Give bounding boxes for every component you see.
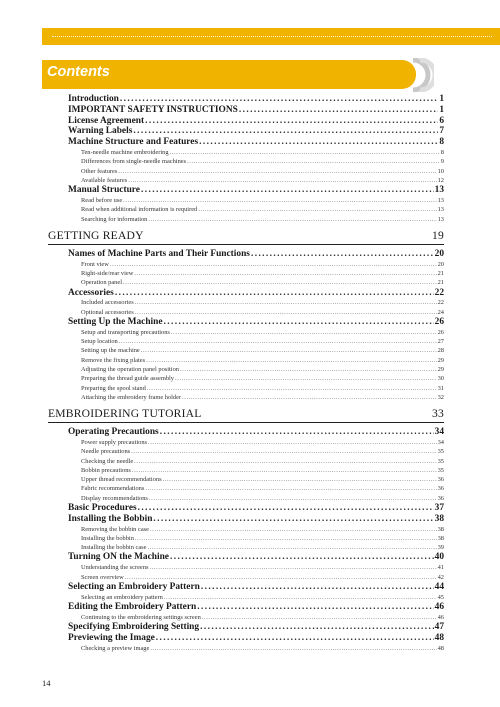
toc-subentry[interactable]	[48, 205, 444, 214]
toc-entry[interactable]	[48, 249, 444, 260]
toc-leader-dots	[197, 602, 433, 613]
toc-leader-dots	[164, 593, 437, 602]
toc-entry[interactable]	[48, 137, 444, 148]
toc-label: Previewing the Image	[68, 632, 155, 643]
toc-subentry[interactable]	[48, 563, 444, 572]
toc-leader-dots	[145, 484, 436, 493]
toc-subentry[interactable]	[48, 447, 444, 456]
toc-subentry[interactable]	[48, 593, 444, 602]
toc-subentry[interactable]	[48, 260, 444, 269]
toc-entry[interactable]	[48, 116, 444, 127]
toc-subentry[interactable]	[48, 384, 444, 393]
toc-section-heading[interactable]	[48, 228, 444, 245]
toc-subentry[interactable]	[48, 644, 444, 653]
toc-subentry[interactable]	[48, 278, 444, 287]
toc-label: Display recommendations	[81, 494, 148, 502]
toc-label: Machine Structure and Features	[68, 137, 199, 148]
toc-subentry[interactable]	[48, 484, 444, 493]
toc-page-number: 20	[434, 248, 444, 259]
toc-entry[interactable]	[48, 94, 444, 105]
toc-leader-dots	[120, 94, 438, 105]
toc-page-number: 1	[439, 94, 444, 104]
toc-label: Differences from single-needle machines	[81, 158, 187, 166]
toc-leader-dots	[110, 260, 437, 269]
toc-label: Checking the needle	[81, 457, 134, 465]
toc-label: Attaching the embroidery frame holder	[81, 393, 182, 401]
toc-page-number: 22	[434, 287, 444, 298]
toc-label: Fabric recommendations	[81, 485, 145, 493]
toc-page-number: 8	[439, 137, 444, 148]
toc-label: Installing the bobbin	[81, 534, 134, 542]
toc-leader-dots	[171, 328, 437, 337]
toc-page-number: 46	[434, 601, 444, 612]
toc-page-number: 36	[437, 476, 444, 484]
toc-label: Setup and transporting precautions	[81, 328, 170, 336]
toc-label: Bobbin precautions	[81, 466, 131, 474]
toc-label: Included accessories	[81, 299, 134, 307]
toc-label: Introduction	[68, 94, 119, 104]
toc-page-number: 20	[437, 260, 444, 268]
toc-page-number: 26	[437, 328, 444, 336]
toc-subentry[interactable]	[48, 613, 444, 622]
toc-label: Front view	[81, 260, 109, 268]
toc-leader-dots	[141, 346, 437, 355]
toc-label: Continuing to the embroidering settings screen	[81, 613, 201, 621]
toc-label: Specifying Embroidering Setting	[68, 622, 200, 633]
toc-subentry[interactable]	[48, 475, 444, 484]
toc-label: Turning ON the Machine	[68, 552, 169, 563]
toc-subentry[interactable]	[48, 573, 444, 582]
toc-page-number: 38	[437, 534, 444, 542]
toc-leader-dots	[119, 337, 437, 346]
toc-leader-dots	[156, 633, 434, 644]
toc-page-number: 32	[437, 393, 444, 401]
toc-entry[interactable]	[48, 622, 444, 633]
toc-label: Remove the fixing plates	[81, 356, 146, 364]
toc-page-number: 44	[434, 581, 444, 592]
toc-page-number: 21	[437, 269, 444, 277]
toc-label: GETTING READY	[48, 228, 144, 242]
toc-label: License Agreement	[68, 115, 145, 126]
toc-subentry[interactable]	[48, 356, 444, 365]
toc-page-number: 1	[439, 104, 444, 115]
toc-leader-dots	[135, 308, 437, 317]
toc-page-number: 36	[437, 494, 444, 502]
toc-leader-dots	[149, 494, 437, 503]
toc-page-number: 13	[437, 215, 444, 223]
toc-leader-dots	[148, 543, 437, 552]
toc-page-number: 41	[437, 564, 444, 572]
decorative-arc-icon	[410, 58, 434, 92]
toc-page-number: 13	[437, 196, 444, 204]
toc-leader-dots	[133, 126, 438, 137]
toc-entry[interactable]	[48, 602, 444, 613]
toc-subentry[interactable]	[48, 457, 444, 466]
toc-label: EMBROIDERING TUTORIAL	[48, 407, 202, 421]
toc-page-number: 40	[434, 552, 444, 563]
toc-label: Understanding the screens	[81, 564, 149, 572]
toc-leader-dots	[147, 384, 437, 393]
toc-section-heading[interactable]	[48, 406, 444, 423]
toc-leader-dots	[200, 622, 434, 633]
toc-leader-dots	[138, 503, 434, 514]
toc-page-number: 31	[437, 384, 444, 392]
toc-page-number: 36	[437, 485, 444, 493]
toc-page-number: 35	[437, 466, 444, 474]
toc-label: Other features	[81, 167, 118, 175]
toc-leader-dots	[180, 365, 437, 374]
toc-label: Operation panel	[81, 279, 122, 287]
toc-page-number: 35	[437, 448, 444, 456]
toc-leader-dots	[148, 438, 437, 447]
toc-page-number: 6	[439, 115, 444, 126]
toc-leader-dots	[175, 374, 437, 383]
toc-page-number: 37	[434, 502, 444, 513]
toc-label: Needle precautions	[81, 448, 131, 456]
toc-label: IMPORTANT SAFETY INSTRUCTIONS	[68, 104, 238, 115]
toc-label: Names of Machine Parts and Their Functions	[68, 248, 250, 259]
toc-label: Upper thread recommendations	[81, 476, 162, 484]
toc-subentry[interactable]	[48, 374, 444, 383]
toc-page-number: 38	[437, 525, 444, 533]
toc-subentry[interactable]	[48, 534, 444, 543]
page-number: 14	[42, 678, 51, 688]
toc-label: Warning Labels	[68, 126, 133, 137]
toc-label: Editing the Embroidery Pattern	[68, 601, 197, 612]
toc-label: Selecting an Embroidery Pattern	[68, 581, 200, 592]
toc-entry[interactable]	[48, 503, 444, 514]
toc-label: Optional accessories	[81, 308, 134, 316]
toc-label: Preparing the spool stand	[81, 384, 146, 392]
toc-page-number: 13	[434, 185, 444, 196]
toc-leader-dots	[160, 427, 434, 438]
toc-page-number: 48	[437, 644, 444, 652]
toc-leader-dots	[199, 137, 438, 148]
toc-page-number: 24	[437, 308, 444, 316]
toc-page-number: 42	[437, 573, 444, 581]
toc-leader-dots	[123, 278, 437, 287]
toc-entry[interactable]	[48, 126, 444, 137]
toc-leader-dots	[118, 167, 436, 176]
toc-leader-dots	[135, 534, 437, 543]
toc-subentry[interactable]	[48, 543, 444, 552]
page-title: Contents	[47, 64, 110, 80]
toc-page-number: 9	[440, 158, 444, 166]
toc-leader-dots	[182, 393, 437, 402]
toc-leader-dots	[131, 447, 436, 456]
toc-page-number: 46	[437, 613, 444, 621]
toc-page-number: 22	[437, 299, 444, 307]
toc-page-number: 12	[437, 176, 444, 184]
toc-page-number: 29	[437, 356, 444, 364]
top-decorative-bar	[42, 28, 500, 45]
toc-subentry[interactable]	[48, 298, 444, 307]
toc-label: Right-side/rear view	[81, 269, 134, 277]
toc-entry[interactable]	[48, 427, 444, 438]
toc-leader-dots	[141, 185, 434, 196]
toc-subentry[interactable]	[48, 438, 444, 447]
toc-leader-dots	[251, 249, 434, 260]
toc-leader-dots	[163, 475, 437, 484]
toc-page-number: 48	[434, 632, 444, 643]
toc-label: Ten-needle machine embroidering	[81, 148, 169, 156]
toc-page-number: 45	[437, 593, 444, 601]
toc-label: Operating Precautions	[68, 427, 159, 438]
toc-leader-dots	[149, 563, 436, 572]
toc-entry[interactable]	[48, 317, 444, 328]
toc-entry[interactable]	[48, 514, 444, 525]
toc-leader-dots	[146, 356, 437, 365]
toc-label: Searching for information	[81, 215, 148, 223]
toc-page-number: 30	[437, 375, 444, 383]
toc-subentry[interactable]	[48, 308, 444, 317]
toc-page-number: 7	[439, 126, 444, 137]
toc-page-number: 38	[434, 513, 444, 524]
toc-page-number: 19	[432, 228, 444, 242]
toc-leader-dots	[132, 466, 437, 475]
toc-label: Preparing the thread guide assembly	[81, 375, 174, 383]
toc-page-number: 8	[440, 148, 444, 156]
toc-page-number: 39	[437, 544, 444, 552]
toc-leader-dots	[128, 176, 436, 185]
toc-subentry[interactable]	[48, 157, 444, 166]
toc-entry[interactable]	[48, 633, 444, 644]
toc-subentry[interactable]	[48, 269, 444, 278]
toc-leader-dots	[150, 525, 437, 534]
toc-subentry[interactable]	[48, 148, 444, 157]
toc-subentry[interactable]	[48, 328, 444, 337]
toc-entry[interactable]	[48, 288, 444, 299]
toc-page-number: 10	[437, 167, 444, 175]
toc-leader-dots	[170, 148, 440, 157]
toc-leader-dots	[170, 552, 434, 563]
toc-label: Setting up the machine	[81, 347, 140, 355]
toc-label: Read when additional information is required	[81, 206, 198, 214]
toc-label: Setup location	[81, 338, 118, 346]
toc-page-number: 29	[437, 365, 444, 373]
toc-label: Checking a preview image	[81, 644, 150, 652]
toc-label: Read before use	[81, 196, 123, 204]
toc-page-number: 28	[437, 347, 444, 355]
toc-label: Adjusting the operation panel position	[81, 365, 179, 373]
toc-leader-dots	[239, 105, 438, 116]
toc-subentry[interactable]	[48, 346, 444, 355]
toc-subentry[interactable]	[48, 494, 444, 503]
toc-page-number: 21	[437, 279, 444, 287]
toc-page-number: 13	[437, 206, 444, 214]
toc-leader-dots	[164, 317, 434, 328]
toc-subentry[interactable]	[48, 365, 444, 374]
toc-subentry[interactable]	[48, 393, 444, 402]
toc-label: Basic Procedures	[68, 502, 137, 513]
toc-entry[interactable]	[48, 552, 444, 563]
toc-leader-dots	[153, 514, 433, 525]
toc-leader-dots	[148, 215, 436, 224]
toc-leader-dots	[145, 116, 438, 127]
toc-page-number: 27	[437, 338, 444, 346]
toc-label: Setting Up the Machine	[68, 316, 163, 327]
toc-subentry[interactable]	[48, 337, 444, 346]
toc-leader-dots	[125, 573, 437, 582]
toc-page-number: 47	[434, 622, 444, 633]
toc-label: Installing the bobbin case	[81, 544, 147, 552]
toc-subentry[interactable]	[48, 525, 444, 534]
toc-page-number: 26	[434, 316, 444, 327]
toc-leader-dots	[115, 288, 434, 299]
toc-entry[interactable]	[48, 185, 444, 196]
toc-subentry[interactable]	[48, 215, 444, 224]
toc-leader-dots	[123, 196, 436, 205]
toc-leader-dots	[202, 613, 437, 622]
toc-subentry[interactable]	[48, 466, 444, 475]
toc-label: Available features	[81, 176, 128, 184]
toc-subentry[interactable]	[48, 196, 444, 205]
toc-subentry[interactable]	[48, 176, 444, 185]
toc-label: Installing the Bobbin	[68, 513, 153, 524]
toc-page-number: 33	[432, 407, 444, 421]
toc-label: Selecting an embroidery pattern	[81, 593, 163, 601]
toc-label: Removing the bobbin case	[81, 525, 149, 533]
toc-label: Screen overview	[81, 573, 124, 581]
table-of-contents	[48, 94, 444, 653]
toc-leader-dots	[201, 582, 434, 593]
toc-label: Accessories	[68, 287, 114, 298]
toc-leader-dots	[198, 205, 436, 214]
toc-leader-dots	[134, 269, 436, 278]
toc-entry[interactable]	[48, 582, 444, 593]
toc-page-number: 34	[434, 427, 444, 438]
toc-page-number: 34	[437, 438, 444, 446]
toc-label: Manual Structure	[68, 185, 140, 196]
toc-leader-dots	[187, 157, 440, 166]
toc-leader-dots	[135, 298, 437, 307]
toc-page-number: 35	[437, 457, 444, 465]
toc-leader-dots	[134, 457, 436, 466]
toc-entry[interactable]	[48, 105, 444, 116]
toc-label: Power supply precautions	[81, 438, 148, 446]
toc-subentry[interactable]	[48, 167, 444, 176]
toc-leader-dots	[150, 644, 436, 653]
